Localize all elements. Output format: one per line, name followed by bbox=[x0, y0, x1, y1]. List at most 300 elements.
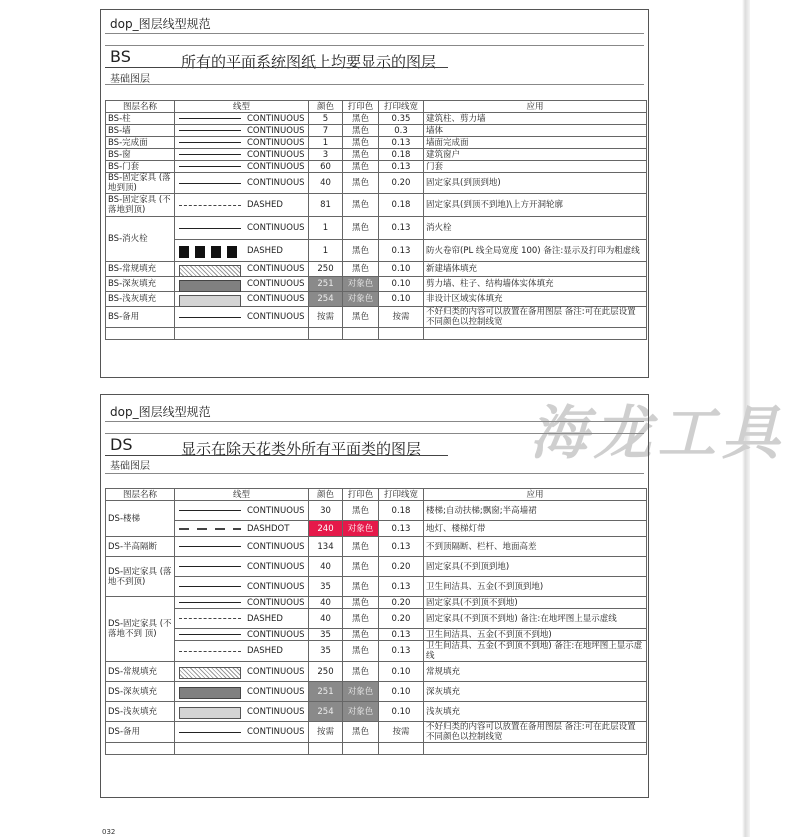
print-color-cell: 黑色 bbox=[343, 597, 379, 609]
linetype-cell bbox=[175, 161, 309, 173]
linetype-wrap bbox=[177, 217, 306, 239]
color-cell: 7 bbox=[309, 125, 343, 137]
column-header: 颜色 bbox=[309, 489, 343, 501]
application-cell: 地灯、楼梯灯带 bbox=[424, 521, 647, 537]
table-header-row bbox=[106, 489, 647, 501]
linetype-sample-solid bbox=[179, 183, 241, 184]
print-color-cell: 对象色 bbox=[343, 277, 379, 292]
color-cell: 40 bbox=[309, 173, 343, 194]
linetype-name: DASHED bbox=[247, 646, 283, 656]
linetype-name: CONTINUOUS bbox=[247, 666, 305, 677]
layer-name-cell: BS-深灰填充 bbox=[106, 277, 175, 292]
linetype-wrap bbox=[177, 173, 306, 193]
section-subtitle: 所有的平面系统图纸上均要显示的图层 bbox=[181, 53, 437, 71]
print-color-cell: 对象色 bbox=[343, 292, 379, 307]
linetype-cell bbox=[175, 217, 309, 240]
section-code: BS bbox=[110, 47, 131, 66]
table-row bbox=[106, 149, 647, 161]
layer-name-cell: DS-深灰填充 bbox=[106, 682, 175, 702]
application-cell: 不到顶隔断、栏杆、地面高差 bbox=[424, 537, 647, 557]
print-color-cell: 对象色 bbox=[343, 682, 379, 702]
linetype-wrap bbox=[177, 557, 306, 576]
linetype-wrap bbox=[177, 277, 306, 291]
print-color-cell: 对象色 bbox=[343, 702, 379, 722]
linetype-name: CONTINUOUS bbox=[247, 178, 305, 188]
linetype-wrap bbox=[177, 194, 306, 216]
application-cell: 建筑窗户 bbox=[424, 149, 647, 161]
column-header: 打印线宽 bbox=[379, 101, 424, 113]
linetype-name: DASHED bbox=[247, 200, 283, 210]
table-row bbox=[106, 577, 647, 597]
linetype-name: DASHDOT bbox=[247, 523, 290, 534]
table-row bbox=[106, 521, 647, 537]
print-color-cell: 黑色 bbox=[343, 307, 379, 328]
linetype-sample-solid bbox=[179, 510, 241, 511]
linetype-swatch bbox=[179, 162, 241, 171]
linetype-sample-dark bbox=[179, 687, 241, 699]
print-color-cell: 黑色 bbox=[343, 194, 379, 217]
linetype-name: CONTINUOUS bbox=[247, 541, 305, 552]
linetype-swatch bbox=[179, 138, 241, 147]
linetype-cell bbox=[175, 662, 309, 682]
linetype-name: CONTINUOUS bbox=[247, 505, 305, 516]
linetype-swatch bbox=[179, 114, 241, 123]
layer-name-cell: BS-窗 bbox=[106, 149, 175, 161]
linetype-name: CONTINUOUS bbox=[247, 294, 305, 304]
print-width-cell: 0.20 bbox=[379, 557, 424, 577]
column-header: 应用 bbox=[424, 489, 647, 501]
linetype-sample-hatch bbox=[179, 667, 241, 679]
linetype-cell bbox=[175, 682, 309, 702]
linetype-name: CONTINUOUS bbox=[247, 706, 305, 717]
linetype-sample-dashed bbox=[179, 651, 241, 652]
blank-cell bbox=[309, 743, 343, 755]
application-cell: 剪力墙、柱子、结构墙体实体填充 bbox=[424, 277, 647, 292]
table-row bbox=[106, 609, 647, 629]
linetype-sample-solid bbox=[179, 317, 241, 318]
color-cell: 3 bbox=[309, 149, 343, 161]
linetype-cell bbox=[175, 277, 309, 292]
print-width-cell: 0.10 bbox=[379, 262, 424, 277]
application-cell: 固定家具(不到顶不到地) 备注:在地坪图上显示虚线 bbox=[424, 609, 647, 629]
layer-name-cell: DS-固定家具 (不落地不到 顶) bbox=[106, 597, 175, 662]
linetype-name: CONTINUOUS bbox=[247, 727, 305, 737]
print-width-cell: 0.35 bbox=[379, 113, 424, 125]
linetype-wrap bbox=[177, 722, 306, 742]
color-cell: 134 bbox=[309, 537, 343, 557]
column-header: 应用 bbox=[424, 101, 647, 113]
color-cell: 按需 bbox=[309, 722, 343, 743]
print-color-cell: 黑色 bbox=[343, 125, 379, 137]
linetype-swatch bbox=[179, 542, 241, 551]
table-row bbox=[106, 662, 647, 682]
print-width-cell: 0.13 bbox=[379, 137, 424, 149]
application-cell: 卫生间洁具、五金(不到顶到地) bbox=[424, 577, 647, 597]
section-category: 基础图层 bbox=[110, 461, 150, 472]
table-row bbox=[106, 277, 647, 292]
layer-table-bs bbox=[105, 100, 647, 340]
application-cell: 建筑柱、剪力墙 bbox=[424, 113, 647, 125]
linetype-cell bbox=[175, 240, 309, 262]
doc-title: dop_图层线型规范 bbox=[110, 405, 211, 419]
column-header: 线型 bbox=[175, 101, 309, 113]
application-cell: 浅灰填充 bbox=[424, 702, 647, 722]
print-width-cell: 0.20 bbox=[379, 597, 424, 609]
linetype-sample-dashed bbox=[179, 618, 241, 619]
linetype-sample-solid bbox=[179, 154, 241, 155]
print-color-cell: 黑色 bbox=[343, 113, 379, 125]
color-cell: 35 bbox=[309, 577, 343, 597]
linetype-swatch bbox=[179, 295, 241, 304]
layer-name-cell: DS-半高隔断 bbox=[106, 537, 175, 557]
linetype-name: CONTINUOUS bbox=[247, 125, 305, 136]
layer-name-cell: BS-常规填充 bbox=[106, 262, 175, 277]
print-color-cell: 黑色 bbox=[343, 577, 379, 597]
blank-row bbox=[106, 328, 647, 340]
table-row bbox=[106, 682, 647, 702]
linetype-wrap bbox=[177, 307, 306, 327]
table-row bbox=[106, 557, 647, 577]
linetype-sample-solid bbox=[179, 546, 241, 547]
linetype-sample-light bbox=[179, 707, 241, 719]
application-cell: 墙体 bbox=[424, 125, 647, 137]
linetype-wrap bbox=[177, 537, 306, 556]
linetype-sample-solid bbox=[179, 142, 241, 143]
linetype-wrap bbox=[177, 240, 306, 261]
linetype-sample-solid bbox=[179, 118, 241, 119]
linetype-name: CONTINUOUS bbox=[247, 223, 305, 233]
application-cell: 固定家具(到顶到地) bbox=[424, 173, 647, 194]
panel-bs bbox=[100, 9, 649, 378]
linetype-swatch bbox=[179, 224, 241, 233]
linetype-swatch bbox=[179, 687, 241, 696]
linetype-sample-solid bbox=[179, 130, 241, 131]
color-cell: 30 bbox=[309, 501, 343, 521]
linetype-name: CONTINUOUS bbox=[247, 597, 305, 608]
layer-table-ds bbox=[105, 488, 647, 755]
linetype-wrap bbox=[177, 161, 306, 172]
print-width-cell: 0.13 bbox=[379, 629, 424, 641]
table-row bbox=[106, 307, 647, 328]
linetype-swatch bbox=[179, 201, 241, 210]
application-cell: 消火栓 bbox=[424, 217, 647, 240]
linetype-sample-dashdot bbox=[179, 528, 241, 530]
table-row bbox=[106, 597, 647, 609]
print-width-cell: 0.10 bbox=[379, 682, 424, 702]
linetype-wrap bbox=[177, 501, 306, 520]
color-cell: 251 bbox=[309, 682, 343, 702]
linetype-wrap bbox=[177, 702, 306, 721]
linetype-cell bbox=[175, 537, 309, 557]
linetype-name: DASHED bbox=[247, 613, 283, 624]
table-row bbox=[106, 722, 647, 743]
linetype-wrap bbox=[177, 262, 306, 276]
linetype-swatch bbox=[179, 582, 241, 591]
linetype-wrap bbox=[177, 137, 306, 148]
table-row bbox=[106, 125, 647, 137]
color-cell: 251 bbox=[309, 277, 343, 292]
linetype-sample-dark bbox=[179, 280, 241, 292]
table-row bbox=[106, 217, 647, 240]
application-cell: 常规填充 bbox=[424, 662, 647, 682]
linetype-wrap bbox=[177, 682, 306, 701]
color-cell: 1 bbox=[309, 240, 343, 262]
color-cell: 250 bbox=[309, 662, 343, 682]
application-cell: 楼梯;自动扶梯;飘窗;半高墙裙 bbox=[424, 501, 647, 521]
linetype-sample-solid bbox=[179, 602, 241, 603]
linetype-name: DASHED bbox=[247, 245, 283, 256]
color-cell: 1 bbox=[309, 217, 343, 240]
color-cell: 1 bbox=[309, 137, 343, 149]
table-row bbox=[106, 641, 647, 662]
blank-cell bbox=[309, 328, 343, 340]
color-cell: 按需 bbox=[309, 307, 343, 328]
print-width-cell: 0.10 bbox=[379, 702, 424, 722]
print-width-cell: 0.13 bbox=[379, 641, 424, 662]
layer-name-cell: BS-固定家具 (不落地到顶) bbox=[106, 194, 175, 217]
print-color-cell: 黑色 bbox=[343, 537, 379, 557]
print-width-cell: 按需 bbox=[379, 307, 424, 328]
table-row bbox=[106, 137, 647, 149]
color-cell: 35 bbox=[309, 629, 343, 641]
linetype-swatch bbox=[179, 667, 241, 676]
color-cell: 81 bbox=[309, 194, 343, 217]
linetype-swatch bbox=[179, 280, 241, 289]
application-cell: 不好归类的内容可以放置在备用图层 备注:可在此层设置不同颜色以控制线宽 bbox=[424, 722, 647, 743]
column-header: 线型 bbox=[175, 489, 309, 501]
table-row bbox=[106, 262, 647, 277]
blank-cell bbox=[424, 743, 647, 755]
color-cell: 254 bbox=[309, 292, 343, 307]
linetype-name: CONTINUOUS bbox=[247, 137, 305, 148]
column-header: 打印色 bbox=[343, 101, 379, 113]
linetype-name: CONTINUOUS bbox=[247, 161, 305, 172]
color-cell: 40 bbox=[309, 557, 343, 577]
linetype-cell bbox=[175, 149, 309, 161]
linetype-name: CONTINUOUS bbox=[247, 629, 305, 640]
print-width-cell: 0.18 bbox=[379, 194, 424, 217]
application-cell: 卫生间洁具、五金(不到顶不到地) 备注:在地坪图上显示虚线 bbox=[424, 641, 647, 662]
table-row bbox=[106, 113, 647, 125]
linetype-sample-solid bbox=[179, 732, 241, 733]
application-cell: 非设计区域实体填充 bbox=[424, 292, 647, 307]
print-width-cell: 0.3 bbox=[379, 125, 424, 137]
blank-cell bbox=[343, 328, 379, 340]
print-color-cell: 黑色 bbox=[343, 662, 379, 682]
print-color-cell: 黑色 bbox=[343, 629, 379, 641]
blank-cell bbox=[343, 743, 379, 755]
linetype-cell bbox=[175, 307, 309, 328]
linetype-wrap bbox=[177, 577, 306, 596]
print-width-cell: 0.13 bbox=[379, 161, 424, 173]
linetype-wrap bbox=[177, 292, 306, 306]
blank-cell bbox=[175, 743, 309, 755]
linetype-swatch bbox=[179, 614, 241, 623]
print-width-cell: 0.20 bbox=[379, 173, 424, 194]
linetype-sample-solid bbox=[179, 586, 241, 587]
linetype-wrap bbox=[177, 597, 306, 608]
layer-name-cell: BS-门套 bbox=[106, 161, 175, 173]
linetype-wrap bbox=[177, 629, 306, 640]
blank-row bbox=[106, 743, 647, 755]
application-cell: 新建墙体填充 bbox=[424, 262, 647, 277]
linetype-wrap bbox=[177, 641, 306, 661]
print-width-cell: 0.10 bbox=[379, 292, 424, 307]
table-row bbox=[106, 537, 647, 557]
layer-name-cell: BS-完成面 bbox=[106, 137, 175, 149]
layer-name-cell: BS-柱 bbox=[106, 113, 175, 125]
layer-name-cell: DS-常规填充 bbox=[106, 662, 175, 682]
linetype-cell bbox=[175, 501, 309, 521]
table-header-row bbox=[106, 101, 647, 113]
color-cell: 240 bbox=[309, 521, 343, 537]
linetype-cell bbox=[175, 521, 309, 537]
print-width-cell: 0.13 bbox=[379, 217, 424, 240]
linetype-sample-dashed bbox=[179, 205, 241, 206]
print-width-cell: 0.20 bbox=[379, 609, 424, 629]
linetype-sample-blocks bbox=[179, 246, 241, 258]
linetype-sample-solid bbox=[179, 228, 241, 229]
application-cell: 门套 bbox=[424, 161, 647, 173]
section-code: DS bbox=[110, 435, 133, 454]
blank-cell bbox=[379, 328, 424, 340]
color-cell: 35 bbox=[309, 641, 343, 662]
print-color-cell: 黑色 bbox=[343, 217, 379, 240]
print-width-cell: 0.13 bbox=[379, 521, 424, 537]
linetype-wrap bbox=[177, 662, 306, 681]
page-number: 032 bbox=[102, 828, 116, 836]
linetype-name: CONTINUOUS bbox=[247, 113, 305, 124]
linetype-swatch bbox=[179, 265, 241, 274]
blank-cell bbox=[379, 743, 424, 755]
blank-cell bbox=[175, 328, 309, 340]
layer-name-cell: DS-楼梯 bbox=[106, 501, 175, 537]
linetype-swatch bbox=[179, 562, 241, 571]
linetype-name: CONTINUOUS bbox=[247, 264, 305, 274]
application-cell: 深灰填充 bbox=[424, 682, 647, 702]
application-cell: 防火卷帘(PL 线全局宽度 100) 备注:显示及打印为粗虚线 bbox=[424, 240, 647, 262]
linetype-swatch bbox=[179, 126, 241, 135]
table-row bbox=[106, 292, 647, 307]
print-color-cell: 黑色 bbox=[343, 722, 379, 743]
table-row bbox=[106, 702, 647, 722]
linetype-swatch bbox=[179, 150, 241, 159]
linetype-swatch bbox=[179, 598, 241, 607]
application-cell: 墙面完成面 bbox=[424, 137, 647, 149]
linetype-swatch bbox=[179, 506, 241, 515]
print-width-cell: 0.18 bbox=[379, 501, 424, 521]
linetype-cell bbox=[175, 137, 309, 149]
column-header: 图层名称 bbox=[106, 489, 175, 501]
section-category: 基础图层 bbox=[110, 74, 150, 85]
color-cell: 40 bbox=[309, 597, 343, 609]
column-header: 颜色 bbox=[309, 101, 343, 113]
print-color-cell: 黑色 bbox=[343, 557, 379, 577]
table-row bbox=[106, 173, 647, 194]
linetype-name: CONTINUOUS bbox=[247, 279, 305, 289]
watermark-text: 海龙工具 bbox=[526, 399, 800, 467]
linetype-cell bbox=[175, 292, 309, 307]
linetype-cell bbox=[175, 577, 309, 597]
application-cell: 固定家具(到顶不到地)\上方开洞轮廓 bbox=[424, 194, 647, 217]
linetype-cell bbox=[175, 722, 309, 743]
linetype-swatch bbox=[179, 647, 241, 656]
color-cell: 40 bbox=[309, 609, 343, 629]
linetype-cell bbox=[175, 557, 309, 577]
column-header: 图层名称 bbox=[106, 101, 175, 113]
linetype-cell bbox=[175, 641, 309, 662]
linetype-swatch bbox=[179, 707, 241, 716]
print-width-cell: 0.13 bbox=[379, 577, 424, 597]
linetype-swatch bbox=[179, 246, 241, 255]
color-cell: 60 bbox=[309, 161, 343, 173]
linetype-swatch bbox=[179, 524, 241, 533]
linetype-cell bbox=[175, 113, 309, 125]
linetype-sample-hatch bbox=[179, 265, 241, 277]
column-header: 打印色 bbox=[343, 489, 379, 501]
column-header: 打印线宽 bbox=[379, 489, 424, 501]
linetype-cell bbox=[175, 262, 309, 277]
linetype-swatch bbox=[179, 728, 241, 737]
linetype-cell bbox=[175, 629, 309, 641]
layer-name-cell: BS-墙 bbox=[106, 125, 175, 137]
print-color-cell: 黑色 bbox=[343, 161, 379, 173]
linetype-wrap bbox=[177, 149, 306, 160]
linetype-sample-solid bbox=[179, 634, 241, 635]
panel-ds bbox=[100, 394, 649, 798]
application-cell: 固定家具(不到顶不到地) bbox=[424, 597, 647, 609]
linetype-swatch bbox=[179, 313, 241, 322]
print-color-cell: 黑色 bbox=[343, 240, 379, 262]
color-cell: 5 bbox=[309, 113, 343, 125]
print-color-cell: 对象色 bbox=[343, 521, 379, 537]
layer-name-cell: DS-固定家具 (落地不到顶) bbox=[106, 557, 175, 597]
layer-name-cell: DS-浅灰填充 bbox=[106, 702, 175, 722]
linetype-name: CONTINUOUS bbox=[247, 149, 305, 160]
print-width-cell: 0.18 bbox=[379, 149, 424, 161]
table-row bbox=[106, 240, 647, 262]
print-width-cell: 0.13 bbox=[379, 537, 424, 557]
doc-title: dop_图层线型规范 bbox=[110, 17, 211, 31]
application-cell: 卫生间洁具、五金(不到顶不到地) bbox=[424, 629, 647, 641]
linetype-cell bbox=[175, 125, 309, 137]
blank-cell bbox=[424, 328, 647, 340]
print-color-cell: 黑色 bbox=[343, 173, 379, 194]
linetype-name: CONTINUOUS bbox=[247, 312, 305, 322]
table-row bbox=[106, 161, 647, 173]
table-row bbox=[106, 194, 647, 217]
print-color-cell: 黑色 bbox=[343, 609, 379, 629]
linetype-name: CONTINUOUS bbox=[247, 686, 305, 697]
color-cell: 254 bbox=[309, 702, 343, 722]
linetype-cell bbox=[175, 702, 309, 722]
table-row bbox=[106, 629, 647, 641]
print-width-cell: 0.10 bbox=[379, 662, 424, 682]
print-width-cell: 0.10 bbox=[379, 277, 424, 292]
section-subtitle: 显示在除天花类外所有平面类的图层 bbox=[181, 440, 422, 458]
linetype-swatch bbox=[179, 179, 241, 188]
linetype-sample-solid bbox=[179, 166, 241, 167]
linetype-cell bbox=[175, 609, 309, 629]
layer-name-cell: BS-浅灰填充 bbox=[106, 292, 175, 307]
color-cell: 250 bbox=[309, 262, 343, 277]
layer-name-cell: BS-固定家具 (落地到顶) bbox=[106, 173, 175, 194]
table-row bbox=[106, 501, 647, 521]
linetype-wrap bbox=[177, 125, 306, 136]
linetype-cell bbox=[175, 173, 309, 194]
print-width-cell: 0.13 bbox=[379, 240, 424, 262]
linetype-wrap bbox=[177, 609, 306, 628]
